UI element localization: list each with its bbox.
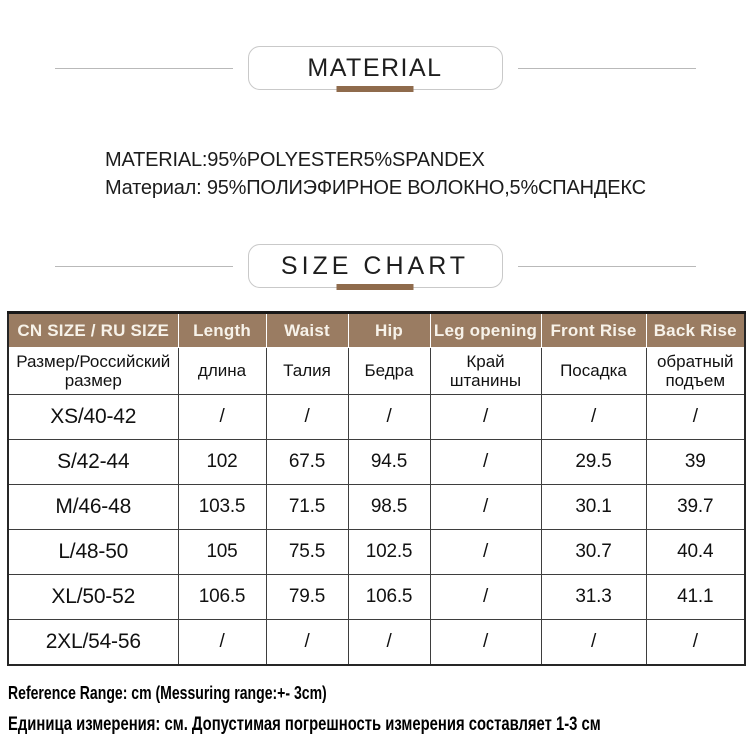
table-row (8, 485, 745, 530)
material-title: MATERIAL (307, 53, 443, 82)
value-cell: 103.5 (178, 485, 266, 530)
size-cell: S/42-44 (8, 440, 178, 485)
value-cell: 29.5 (541, 440, 646, 485)
table-header-row-en (8, 313, 745, 348)
col-header-leg-opening: Leg opening (430, 313, 541, 348)
value-cell: 40.4 (646, 530, 745, 575)
table-row (8, 575, 745, 620)
value-cell: / (646, 620, 745, 665)
size-cell: XS/40-42 (8, 395, 178, 440)
divider-line-left (55, 266, 233, 267)
value-cell: / (178, 620, 266, 665)
col-header-size: CN SIZE / RU SIZE (8, 313, 178, 348)
value-cell: 106.5 (178, 575, 266, 620)
value-cell: 31.3 (541, 575, 646, 620)
col-header-waist: Waist (266, 313, 348, 348)
material-info-ru: Материал: 95%ПОЛИЭФИРНОЕ ВОЛОКНО,5%СПАНДЕКС (105, 177, 646, 199)
value-cell: 41.1 (646, 575, 745, 620)
table-row (8, 620, 745, 665)
value-cell: / (646, 395, 745, 440)
value-cell: / (348, 395, 430, 440)
size-chart-badge (248, 244, 503, 288)
table-row (8, 440, 745, 485)
value-cell: 30.1 (541, 485, 646, 530)
value-cell: / (348, 620, 430, 665)
value-cell: 39 (646, 440, 745, 485)
value-cell: / (430, 395, 541, 440)
col-subheader-hip-ru: Бедра (348, 348, 430, 395)
value-cell: 94.5 (348, 440, 430, 485)
col-subheader-front-rise-ru: Посадка (541, 348, 646, 395)
col-subheader-waist-ru: Талия (266, 348, 348, 395)
col-subheader-leg-opening-ru: Край штанины (430, 348, 541, 395)
value-cell: / (430, 530, 541, 575)
material-info (105, 146, 750, 202)
size-chart-table (7, 311, 746, 666)
material-section-header (0, 0, 750, 90)
value-cell: 102 (178, 440, 266, 485)
badge-underline-bar (337, 284, 414, 290)
value-cell: 106.5 (348, 575, 430, 620)
material-badge (248, 46, 503, 90)
size-chart-section-header (0, 202, 750, 288)
value-cell: / (430, 440, 541, 485)
table-row (8, 395, 745, 440)
table-header-row-ru (8, 348, 745, 395)
col-subheader-size-ru: Размер/Российский размер (8, 348, 178, 395)
col-subheader-length-ru: длина (178, 348, 266, 395)
value-cell: 71.5 (266, 485, 348, 530)
col-header-front-rise: Front Rise (541, 313, 646, 348)
value-cell: / (178, 395, 266, 440)
value-cell: 79.5 (266, 575, 348, 620)
value-cell: / (541, 620, 646, 665)
size-cell: XL/50-52 (8, 575, 178, 620)
col-header-back-rise: Back Rise (646, 313, 745, 348)
note-reference-range-en: Reference Range: cm (Messuring range:+- 3cm) (8, 682, 327, 703)
value-cell: / (430, 620, 541, 665)
divider-line-left (55, 68, 233, 69)
badge-underline-bar (337, 86, 414, 92)
value-cell: / (266, 620, 348, 665)
size-cell: 2XL/54-56 (8, 620, 178, 665)
value-cell: 30.7 (541, 530, 646, 575)
value-cell: 39.7 (646, 485, 745, 530)
size-cell: M/46-48 (8, 485, 178, 530)
col-subheader-back-rise-ru: обратный подъем (646, 348, 745, 395)
note-measurement-ru: Единица измерения: см. Допустимая погрешность измерения составляет 1-3 см (8, 713, 601, 735)
divider-line-right (518, 68, 696, 69)
value-cell: / (266, 395, 348, 440)
value-cell: 98.5 (348, 485, 430, 530)
size-cell: L/48-50 (8, 530, 178, 575)
divider-line-right (518, 266, 696, 267)
size-chart-title: SIZE CHART (280, 251, 470, 280)
value-cell: / (541, 395, 646, 440)
value-cell: 67.5 (266, 440, 348, 485)
value-cell: 75.5 (266, 530, 348, 575)
col-header-hip: Hip (348, 313, 430, 348)
value-cell: 105 (178, 530, 266, 575)
value-cell: / (430, 485, 541, 530)
table-row (8, 530, 745, 575)
value-cell: 102.5 (348, 530, 430, 575)
value-cell: / (430, 575, 541, 620)
col-header-length: Length (178, 313, 266, 348)
material-info-en: MATERIAL:95%POLYESTER5%SPANDEX (105, 149, 485, 171)
